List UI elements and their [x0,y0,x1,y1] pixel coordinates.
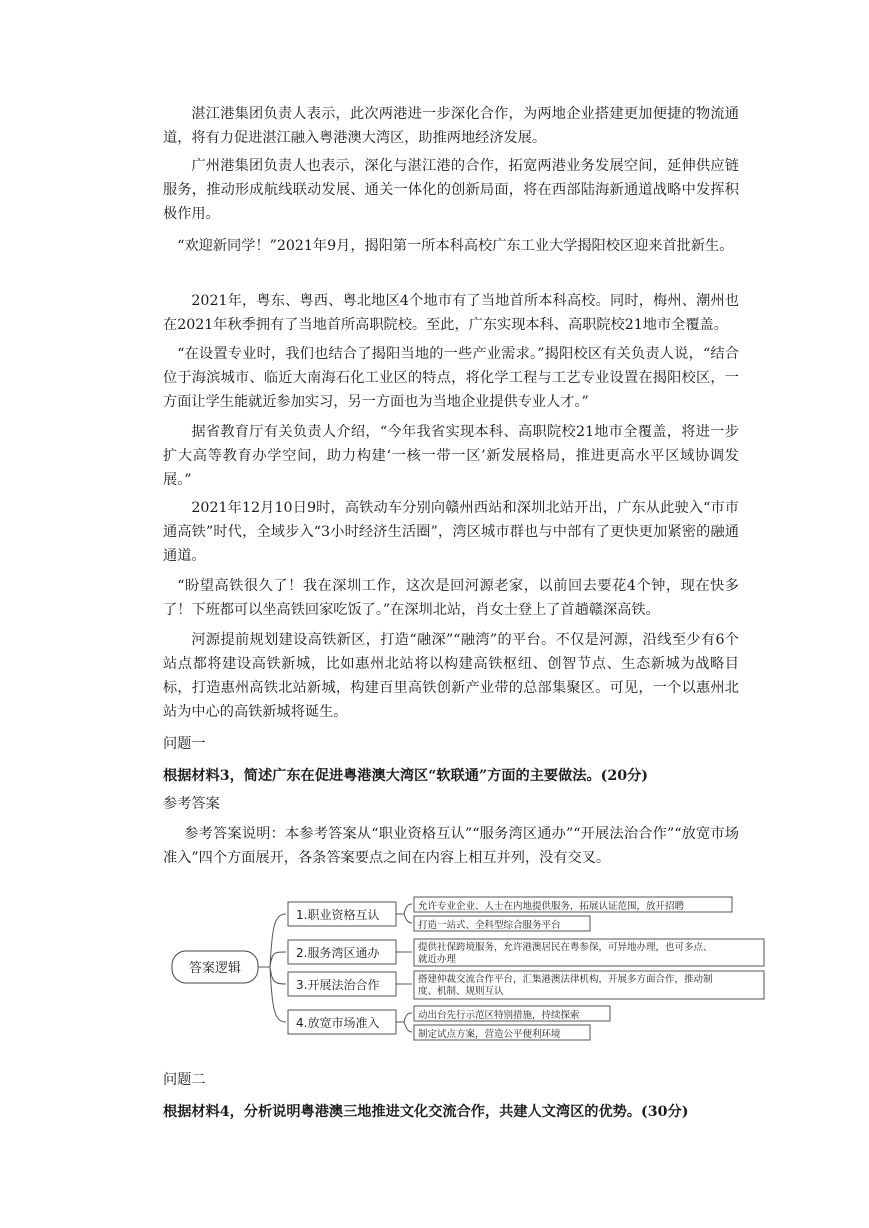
branch-1-item-1: 允许专业企业、人士在内地提供服务，拓展认证范围，放开招聘 [418,901,685,912]
paragraph-7: 2021年12月10日9时，高铁动车分别向赣州西站和深圳北站开出，广东从此驶入“市市通高铁”时代，全域步入“3小时经济生活圈”，湾区城市群也与中部有了更快更加紧密的融通通道。 [163,500,739,564]
question-2-text: 根据材料4，分析说明粤港澳三地推进文化交流合作，共建人文湾区的优势。(30分) [163,1104,689,1120]
branch-2-label: 2.服务湾区通办 [296,946,380,960]
branch-4-label: 4.放宽市场准入 [296,1016,380,1030]
paragraph-8: “盼望高铁很久了！我在深圳工作，这次是回河源老家，以前回去要花4个钟，现在快多了！下班都可以坐高铁回家吃饭了。”在深圳北站，肖女士登上了首趟赣深高铁。 [163,578,739,618]
paragraph-3: “欢迎新同学！”2021年9月，揭阳第一所本科高校广东工业大学揭阳校区迎来首批新生。 [177,238,734,254]
branch-2-item-line-1: 提供社保跨境服务，允许港澳居民在粤参保，可异地办理，也可多点、 [418,942,713,953]
paragraph-1: 湛江港集团负责人表示，此次两港进一步深化合作，为两地企业搭建更加便捷的物流通道，将有力促进湛江融入粤港澳大湾区，助推两地经济发展。 [163,106,739,146]
answer-logic-diagram [160,888,780,1048]
question-2-title: 问题二 [163,1072,206,1088]
branch-3-item-line-1: 搭建仲裁交流合作平台，汇集港澳法律机构，开展多方面合作，推动制 [418,974,713,985]
branch-4-item-2: 制定试点方案，营造公平便利环境 [418,1029,561,1040]
branch-1-connectors [396,904,412,923]
branch-3-item-line-2: 度、机制、规则互认 [418,986,504,997]
root-connectors [258,914,286,1022]
branch-4-item-1: 动出台先行示范区特别措施，持续探索 [418,1010,580,1021]
branch-1-item-2: 打造一站式、全科型综合服务平台 [418,920,561,931]
paragraph-2: 广州港集团负责人也表示，深化与湛江港的合作，拓宽两港业务发展空间，延伸供应链服务，推动形成航线联动发展、通关一体化的创新局面，将在西部陆海新通道战略中发挥积极作用。 [163,158,739,222]
paragraph-4: 2021年，粤东、粤西、粤北地区4个地市有了当地首所本科高校。同时，梅州、潮州也在2021年秋季拥有了当地首所高职院校。至此，广东实现本科、高职院校21地市全覆盖。 [163,293,739,333]
answer-title: 参考答案 [163,796,220,812]
question-1-text: 根据材料3，简述广东在促进粤港澳大湾区“软联通”方面的主要做法。(20分) [163,768,648,784]
branch-3-label: 3.开展法治合作 [296,978,380,992]
paragraph-9: 河源提前规划建设高铁新区，打造“融深”“融湾”的平台。不仅是河源，沿线至少有6个站点都将建设高铁新城，比如惠州北站将以构建高铁枢纽、创智节点、生态新城为战略目标，打造惠州高铁北站新城，构建百里高铁创新产业带的总部集聚区。可见，一个以惠州北站为中心的高铁新城将诞生。 [163,632,739,720]
branch-1-label: 1.职业资格互认 [296,908,380,922]
branch-2-item-line-2: 就近办理 [418,954,457,965]
paragraph-6: 据省教育厅有关负责人介绍，“今年我省实现本科、高职院校21地市全覆盖，将进一步扩大高等教育办学空间，助力构建‘一核一带一区’新发展格局，推进更高水平区域协调发展。” [163,424,739,488]
root-label: 答案逻辑 [188,961,242,976]
paragraph-5: “在设置专业时，我们也结合了揭阳当地的一些产业需求。”揭阳校区有关负责人说，“结合位于海滨城市、临近大南海石化工业区的特点，将化学工程与工艺专业设置在揭阳校区，一方面让学生能就近参加实习，另一方面也为当地企业提供专业人才。” [163,346,739,410]
branch-4-connectors [396,1013,412,1032]
question-1-title: 问题一 [163,736,206,752]
answer-note: 参考答案说明：本参考答案从“职业资格互认”“服务湾区通办”“开展法治合作”“放宽市场准入”四个方面展开，各条答案要点之间在内容上相互并列，没有交叉。 [163,826,739,866]
